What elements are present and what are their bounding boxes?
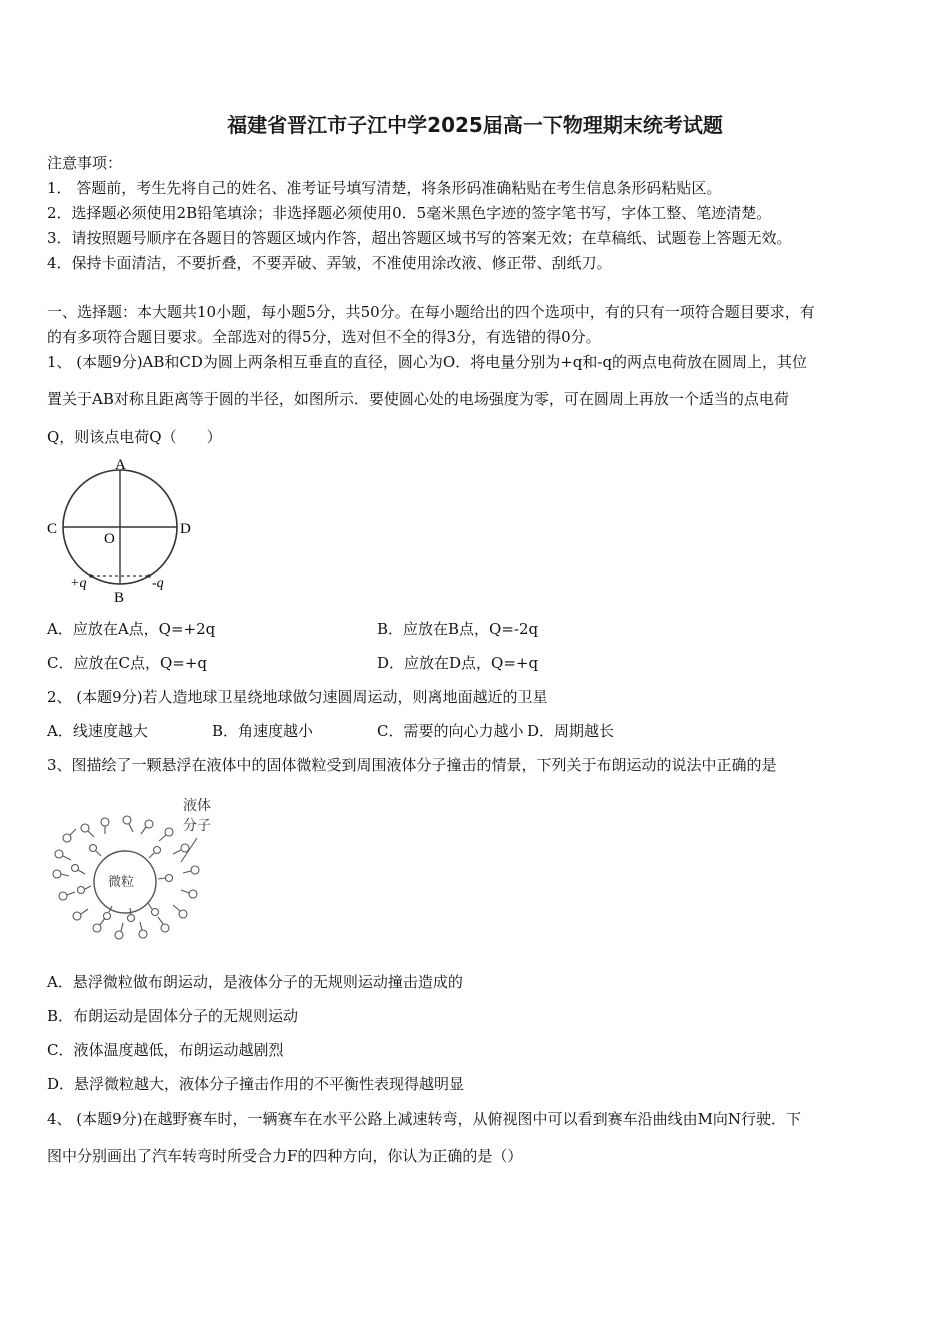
label-liquid-1: 液体 xyxy=(183,799,211,814)
label-d: D xyxy=(180,521,191,537)
q1-line-2: 置关于AB对称且距离等于圆的半径，如图所示．要使圆心处的电场强度为零，可在圆周上再放一个适当的点电荷 xyxy=(47,390,789,408)
q2-stem: 2、 (本题9分)若人造地球卫星绕地球做匀速圆周运动，则离地面越近的卫星 xyxy=(47,688,548,706)
q3-option-b: B．布朗运动是固体分子的无规则运动 xyxy=(47,1007,299,1025)
q1-line-1: 1、 (本题9分)AB和CD为圆上两条相互垂直的直径，圆心为O．将电量分别为+q和-q的两点电荷放在圆周上，其位 xyxy=(47,353,808,371)
q1-option-d: D．应放在D点，Q=+q xyxy=(377,654,539,672)
q3-stem: 3、图描绘了一颗悬浮在液体中的固体微粒受到周围液体分子撞击的情景，下列关于布朗运动的说法中正确的是 xyxy=(47,756,777,774)
label-b: B xyxy=(114,590,125,606)
pointer-line xyxy=(181,838,197,862)
notice-heading: 注意事项： xyxy=(47,154,123,172)
q2-option-a: A．线速度越大 xyxy=(47,722,148,740)
section1-line-2: 的有多项符合题目要求。全部选对的得5分，选对但不全的得3分，有选错的得0分。 xyxy=(47,328,601,346)
page-title: 福建省晋江市子江中学2025届高一下物理期末统考试题 xyxy=(227,113,723,137)
q1-option-c: C．应放在C点，Q=+q xyxy=(47,654,207,672)
q4-line-1: 4、 (本题9分)在越野赛车时，一辆赛车在水平公路上减速转弯，从俯视图中可以看到赛车沿曲线由M向N行驶．下 xyxy=(47,1110,802,1128)
q2-option-d: D．周期越长 xyxy=(527,722,615,740)
q2-option-c: C．需要的向心力越小 xyxy=(377,722,524,740)
label-minus-q: -q xyxy=(152,576,164,591)
label-a: A xyxy=(115,457,126,473)
q1-circle-figure xyxy=(40,455,210,610)
label-c: C xyxy=(47,521,58,537)
q3-option-d: D．悬浮微粒越大，液体分子撞击作用的不平衡性表现得越明显 xyxy=(47,1075,465,1093)
label-particle: 微粒 xyxy=(108,874,135,889)
notice-item-1: 1． 答题前，考生先将自己的姓名、准考证号填写清楚，将条形码准确粘贴在考生信息条形码粘贴区。 xyxy=(47,179,722,197)
q2-option-b: B．角速度越小 xyxy=(212,722,314,740)
q1-line-3: Q，则该点电荷Q（ ） xyxy=(47,428,222,446)
label-plus-q: +q xyxy=(70,576,87,591)
charge-plus-dot xyxy=(89,574,93,578)
charge-minus-dot xyxy=(147,574,151,578)
section1-line-1: 一、选择题：本大题共10小题，每小题5分，共50分。在每小题给出的四个选项中，有的只有一项符合题目要求，有 xyxy=(47,303,815,321)
label-liquid-2: 分子 xyxy=(183,819,211,834)
q3-option-c: C．液体温度越低，布朗运动越剧烈 xyxy=(47,1041,284,1059)
label-o: O xyxy=(104,531,115,547)
q3-brownian-figure xyxy=(45,790,225,945)
notice-item-3: 3．请按照题号顺序在各题目的答题区域内作答，超出答题区域书写的答案无效；在草稿纸、试题卷上答题无效。 xyxy=(47,229,792,247)
notice-item-4: 4．保持卡面清洁，不要折叠，不要弄破、弄皱，不准使用涂改液、修正带、刮纸刀。 xyxy=(47,254,612,272)
q4-line-2: 图中分别画出了汽车转弯时所受合力F的四种方向，你认为正确的是（） xyxy=(47,1147,523,1165)
q3-option-a: A．悬浮微粒做布朗运动，是液体分子的无规则运动撞击造成的 xyxy=(47,973,463,991)
notice-item-2: 2．选择题必须使用2B铅笔填涂；非选择题必须使用0．5毫米黑色字迹的签字笔书写，字体工整、笔迹清楚。 xyxy=(47,204,772,222)
q1-option-a: A．应放在A点，Q=+2q xyxy=(47,620,216,638)
q1-option-b: B．应放在B点，Q=-2q xyxy=(377,620,539,638)
